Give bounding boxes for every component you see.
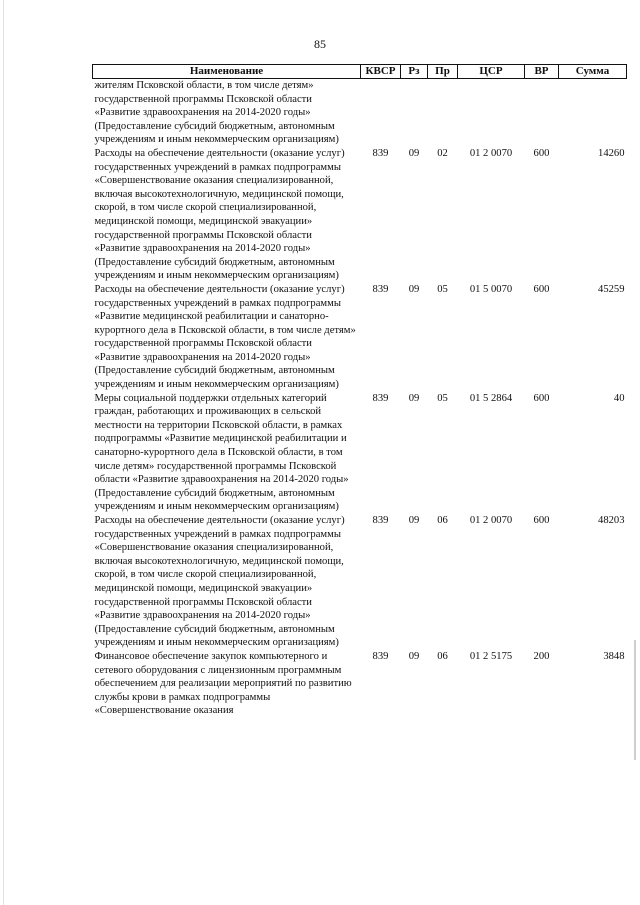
table-row <box>93 147 627 283</box>
row-csr: 01 2 0070 <box>469 515 513 526</box>
page-number: 85 <box>314 37 326 51</box>
row-rz: 09 <box>408 650 420 662</box>
row-pr: 06 <box>437 650 448 662</box>
row-vr: 600 <box>533 147 550 159</box>
row-kvsr: 839 <box>372 147 389 159</box>
header-sum: Сумма <box>559 65 627 79</box>
row-rz: 09 <box>408 147 420 159</box>
row-vr: 200 <box>533 650 550 662</box>
row-name: Меры социальной поддержки отдельных категорий граждан, работающих и проживающих в сельской местности на территории Псковской области, в рамках подпрограммы «Развитие медицинской реабилитации и санаторно-курортного дела в Псковской области, в том числе детям» государственной программы Псковской области «Развитие здравоохранения на 2014-2020 годы» (Предоставление субсидий бюджетным, автономным учреждениям и иным некоммерческим организациям) <box>94 392 349 513</box>
row-rz: 09 <box>408 283 420 295</box>
header-pr: Пр <box>428 65 458 79</box>
row-sum: 48203 <box>598 515 625 526</box>
row-pr: 05 <box>437 283 448 295</box>
header-kvsr: КВСР <box>361 65 401 79</box>
row-rz: 09 <box>408 392 420 404</box>
row-csr: 01 2 0070 <box>469 147 513 159</box>
row-rz: 09 <box>408 515 420 526</box>
row-csr: 01 5 2864 <box>469 392 513 404</box>
row-name: Расходы на обеспечение деятельности (оказание услуг) государственных учреждений в рамках подпрограммы «Развитие медицинской реабилитации и санаторно-курортного дела в Псковской области, в том числе детям» государственной программы Псковской области «Развитие здравоохранения на 2014-2020 годы» (Предоставление субсидий бюджетным, автономным учреждениям и иным некоммерческим организациям) <box>94 283 356 391</box>
table-header-row <box>93 65 627 79</box>
scan-edge-right <box>634 640 636 760</box>
row-vr: 600 <box>533 283 550 295</box>
row-vr: 600 <box>533 515 550 526</box>
row-kvsr: 839 <box>372 283 389 295</box>
budget-table <box>92 64 627 718</box>
table-row <box>93 392 627 514</box>
row-name: Расходы на обеспечение деятельности (оказание услуг) государственных учреждений в рамках подпрограммы «Совершенствование оказания специализированной, включая высокотехнологичную, медицинской помощи, скорой, в том числе скорой специализированной, медицинской помощи, медицинской эвакуации» государственной программы Псковской области «Развитие здравоохранения на 2014-2020 годы» (Предоставление субсидий бюджетным, автономным учреждениям и иным некоммерческим организациям) <box>94 515 345 649</box>
row-name: Финансовое обеспечение закупок компьютерного и сетевого оборудования с лицензионным программным обеспечением для реализации мероприятий по развитию службы крови в рамках подпрограммы «Совершенствование оказания <box>94 650 352 717</box>
row-sum: 40 <box>613 392 625 404</box>
header-name: Наименование <box>93 65 361 79</box>
scan-edge-left <box>3 0 4 905</box>
row-pr: 06 <box>437 515 448 526</box>
row-sum: 14260 <box>598 147 625 159</box>
row-pr: 02 <box>437 147 448 159</box>
row-pr: 05 <box>437 392 448 404</box>
row-rz <box>401 79 428 147</box>
row-csr: 01 2 5175 <box>469 650 513 662</box>
header-rz: Рз <box>401 65 428 79</box>
row-sum: 45259 <box>598 283 625 295</box>
row-sum: 3848 <box>603 650 625 662</box>
row-name: жителям Псковской области, в том числе детям» государственной программы Псковской области «Развитие здравоохранения на 2014-2020 годы» (Предоставление субсидий бюджетным, автономным учреждениям и иным некоммерческим организациям) <box>94 80 339 146</box>
row-kvsr: 839 <box>372 650 389 662</box>
row-vr <box>525 79 559 147</box>
row-sum <box>559 79 627 147</box>
table-row <box>93 650 627 718</box>
table-row <box>93 283 627 392</box>
header-csr: ЦСР <box>458 65 525 79</box>
row-csr: 01 5 0070 <box>469 283 513 295</box>
row-kvsr <box>361 79 401 147</box>
row-kvsr: 839 <box>372 515 389 526</box>
row-vr: 600 <box>533 392 550 404</box>
table-row <box>93 79 627 147</box>
row-csr <box>458 79 525 147</box>
header-vr: ВР <box>525 65 559 79</box>
row-pr <box>428 79 458 147</box>
row-name: Расходы на обеспечение деятельности (оказание услуг) государственных учреждений в рамках подпрограммы «Совершенствование оказания специализированной, включая высокотехнологичную, медицинской помощи, скорой, в том числе скорой специализированной, медицинской помощи, медицинской эвакуации» государственной программы Псковской области «Развитие здравоохранения на 2014-2020 годы» (Предоставление субсидий бюджетным, автономным учреждениям и иным некоммерческим организациям) <box>94 147 345 282</box>
row-kvsr: 839 <box>372 392 389 404</box>
table-row <box>93 514 627 650</box>
